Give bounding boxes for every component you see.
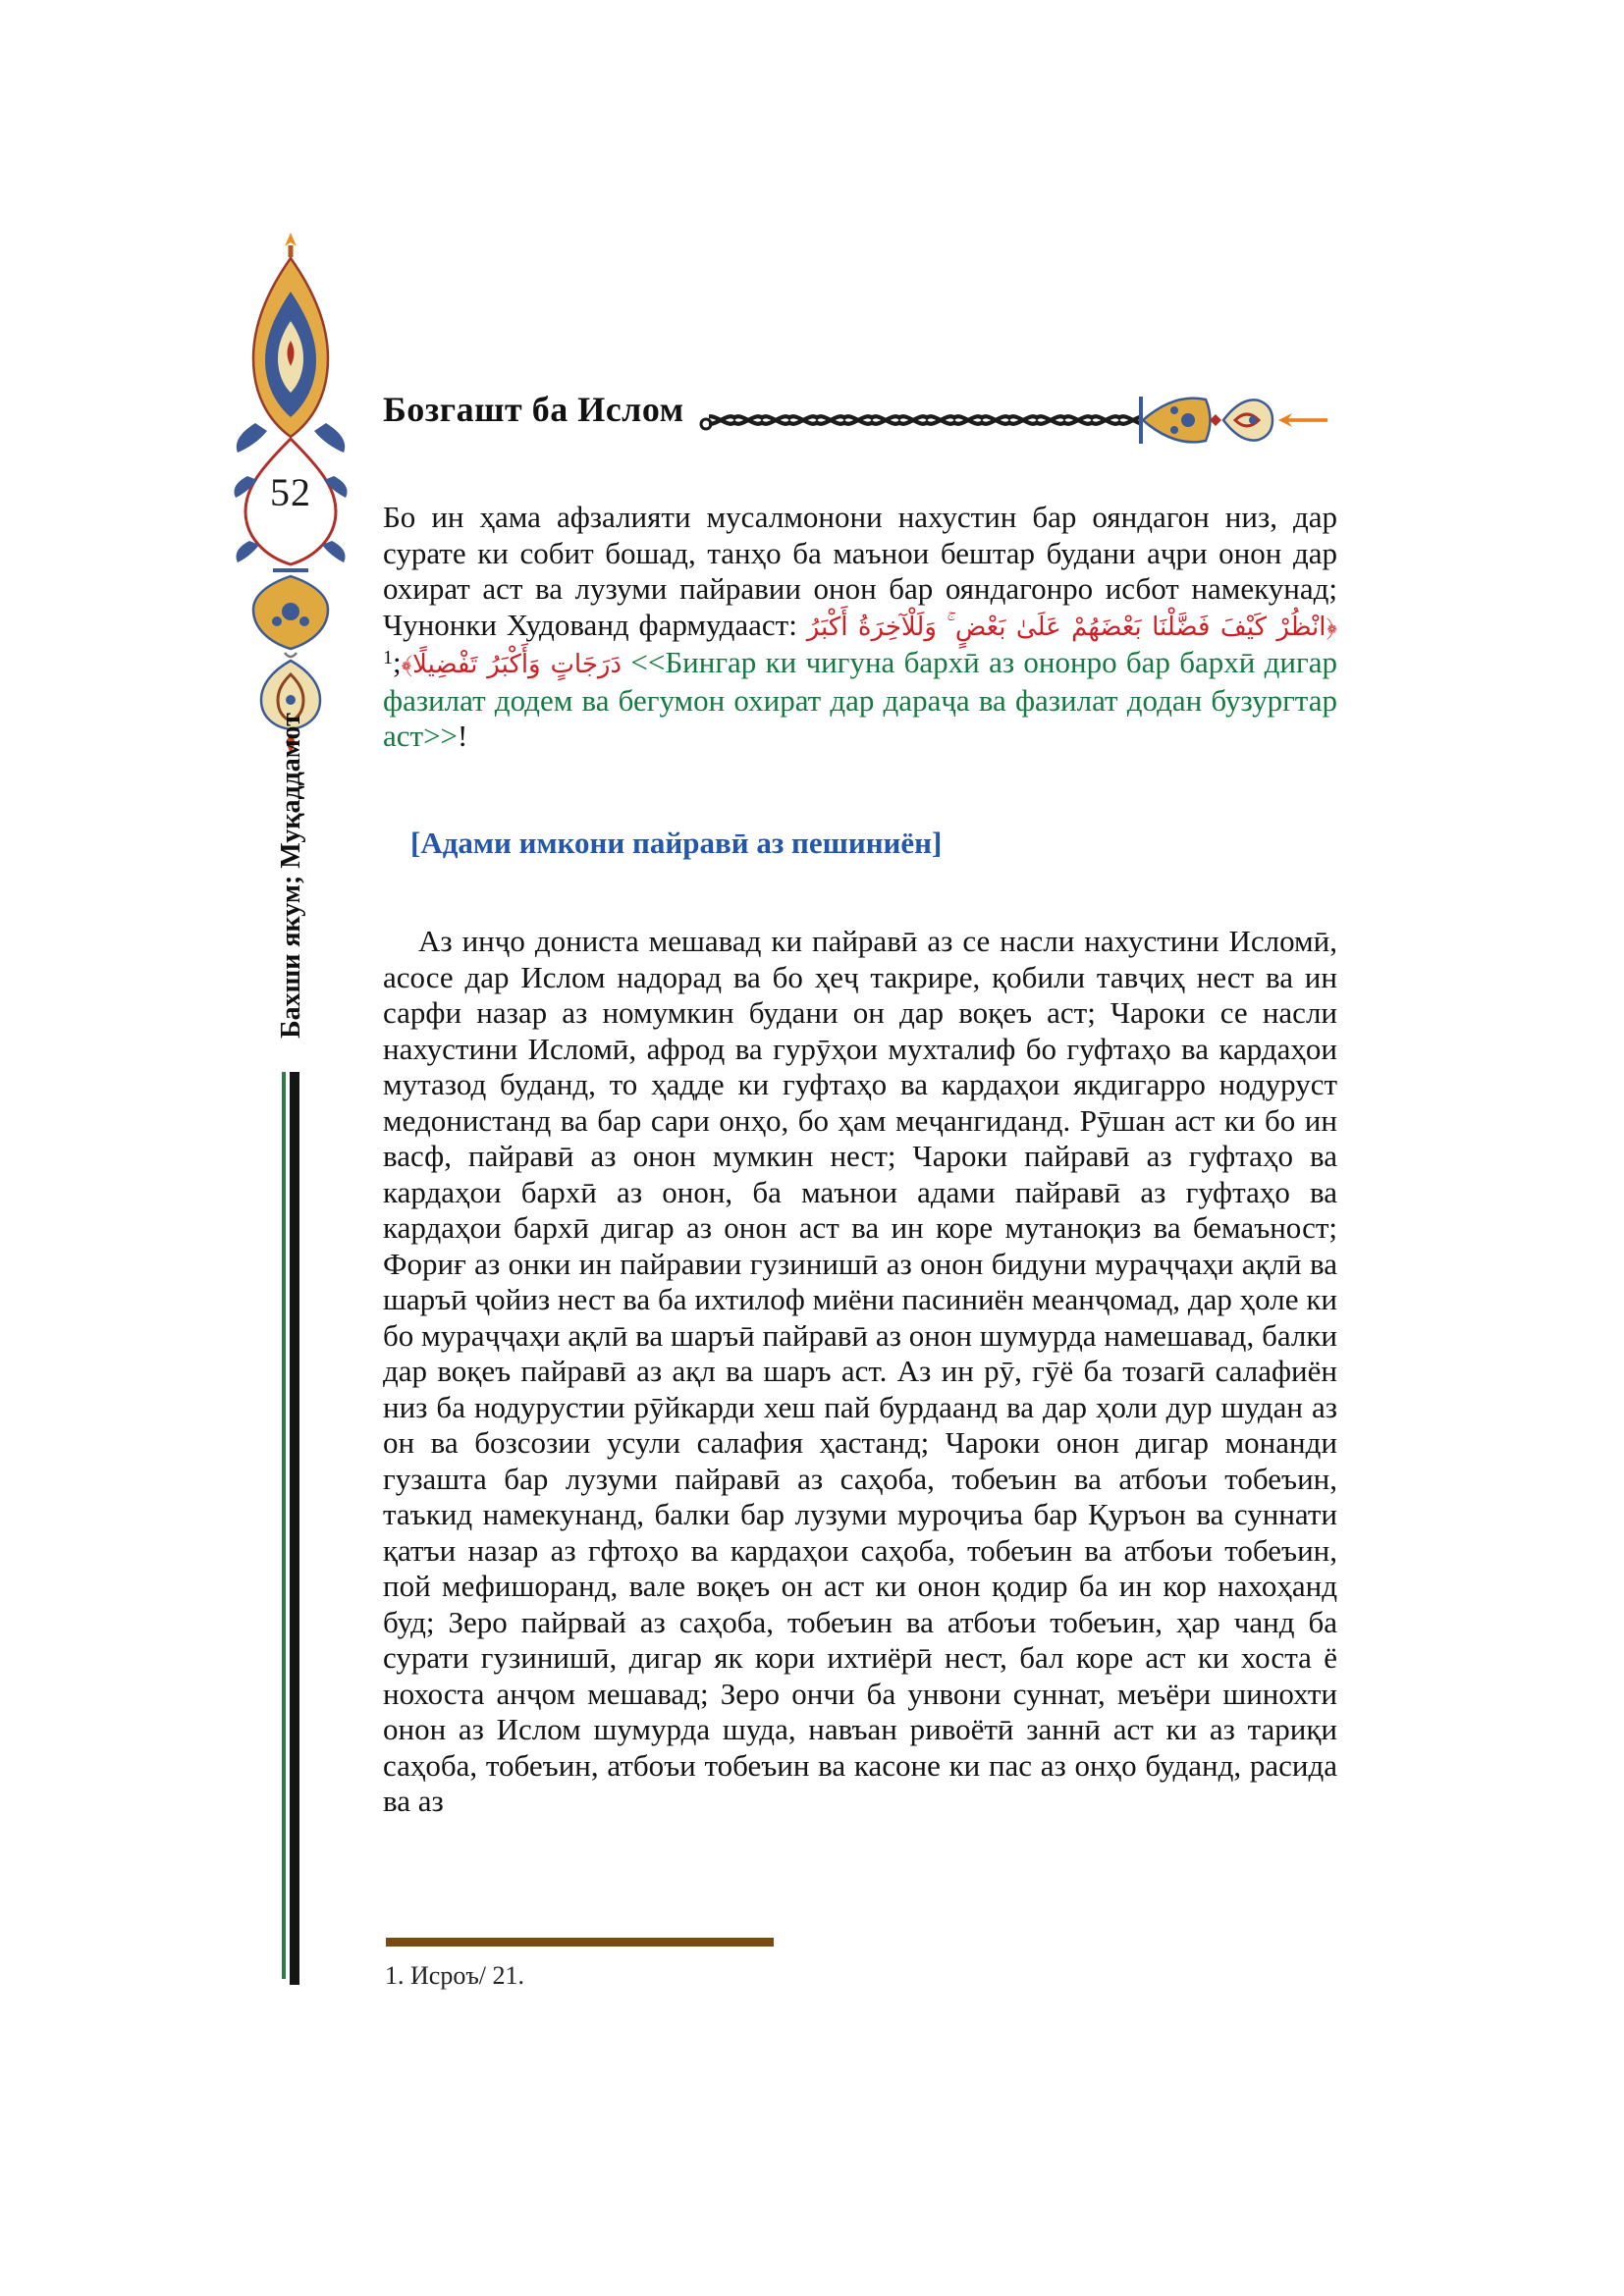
sidebar-rule-green [282,1072,286,1979]
sidebar-rule-black [290,1072,299,1985]
footnote-text: 1. Исроъ/ 21. [385,1961,524,1990]
intro-paragraph [383,500,1337,755]
finial-ornament [285,233,297,257]
footnote-divider-rule [386,1938,774,1947]
section-heading: [Адами имкони пайравӣ аз пешиниён] [410,826,943,860]
running-header-title: Бозгашт ба Ислом [383,390,684,429]
footnote-reference-marker: 1 [383,647,393,668]
intro-text: Бо ин ҳама афзалияти мусалмонони нахустин бар ояндагон низ, дар сурате ки собит бошад, танҳо ба маънои бештар будани аҷри онон дар охират аст ва лузуми пайравии онон бар ояндагонро исбот намекунад; Чунонки Худованд фармудааст: [383,500,1337,642]
header-braid-divider [699,405,1143,435]
intro-exclamation: ! [458,719,468,753]
page-number: 52 [270,470,311,514]
quran-quote-arabic: ﴿انْظُرْ كَيْفَ فَضَّلْنَا بَعْضَهُمْ عَلَىٰ بَعْضٍ ۚ وَلَلْآخِرَةُ أَكْبَرُ دَرَجَاتٍ وَأَكْبَرُ تَفْضِيلًا﴾ [401,612,1338,679]
header-floral-ornament [1137,391,1333,450]
kite-ornament [237,258,345,453]
fan-ornament [253,568,328,657]
sidebar-section-label: Бахши якум; Муқаддамот [276,713,306,1039]
quote-translation-green: <<Бингар ки чигуна бархӣ аз ононро бар бархӣ дигар фазилат додем ва бегумон охират дар дараҷа ва фазилат додан бузургтар аст>> [383,645,1337,753]
body-paragraph: Аз инҷо дониста мешавад ки пайравӣ аз се насли нахустини Исломӣ, асосе дар Ислом надорад ва бо ҳеҷ такрире, қобили тавҷиҳ нест ва ин сарфи назар аз номумкин будани он дар воқеъ аст; Чароки се насли нахустини Исломӣ, афрод ва гурӯҳои мухталиф бо гуфтаҳо ва кардаҳои мутазод буданд, то ҳадде ки гуфтаҳо ва кардаҳои якдигарро нодуруст медонистанд ва бар сари онҳо, бо ҳам меҷангиданд. Рӯшан аст ки бо ин васф, пайравӣ аз онон мумкин нест; Чароки пайравӣ аз гуфтаҳо ва кардаҳои бархӣ аз онон, ба маънои адами пайравӣ аз гуфтаҳо ва кардаҳои бархӣ дигар аз онон аст ва ин коре мутаноқиз ва бемаъност; Фориғ аз онки ин пайравии гузинишӣ аз онон бидуни мураҷҷаҳи ақлӣ ва шаръӣ ҷойиз нест ва ба ихтилоф миёни пасиниён меанҷомад, дар ҳоле ки бо мураҷҷаҳи ақлӣ ва шаръӣ пайравӣ аз онон шумурда намешавад, балки дар воқеъ пайравӣ аз ақл ва шаръ аст. Аз ин рӯ, гӯё ба тозагӣ салафиён низ ба нодурустии рӯйкарди хеш пай бурдаанд ва дар ҳоли дур шудан аз он ва бозсозии усули салафия ҳастанд; Чароки онон дигар монанди гузашта бар лузуми пайравӣ аз саҳоба, тобеъин ва атбоъи тобеъин, таъкид намекунанд, балки бар лузуми муроҷиъа бар Қуръон ва суннати қатъи назар аз гфтоҳо ва кардаҳои саҳоба, тобеъин ва атбоъи тобеъин, пой мефишоранд, вале воқеъ он аст ки онон қодир ба ин кор нахоҳанд буд; Зеро пайрвай аз саҳоба, тобеъин ва атбоъи тобеъин, ҳар чанд ба сурати гузинишӣ, дигар як кори ихтиёрӣ нест, бал коре аст ки хоста ё нохоста анҷом мешавад; Зеро ончи ба унвони суннат, меъёри шинохти онон аз Ислом шумурда шуда, навъан ривоётӣ заннӣ аст ки аз тариқи саҳоба, тобеъин, атбоъи тобеъин ва касоне ки пас аз онҳо буданд, расида ва аз [383,924,1337,1818]
intro-separator: ; [393,645,402,679]
